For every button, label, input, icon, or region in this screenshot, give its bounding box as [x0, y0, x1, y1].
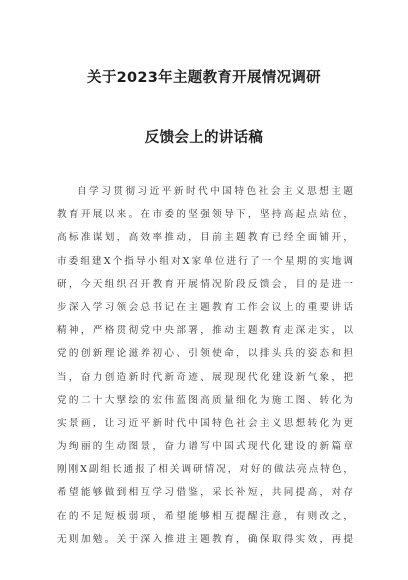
body-line: 教育开展以来。在市委的坚强领导下，坚持高起点站位， [57, 209, 353, 221]
document-title-line-2: 反馈会上的讲话稿 [144, 130, 264, 146]
body-line: 刚刚X副组长通报了相关调研情况，对好的做法亮点特色， [57, 464, 353, 476]
body-line: 党的创新理论滋养初心、引领使命，以排头兵的姿态和担 [57, 348, 353, 360]
body-line: 高标准谋划，高效率推动，目前主题教育已经全面铺开， [57, 232, 353, 244]
body-line: 研，今天组织召开教育开展情况阶段反馈会，目的是进一 [57, 278, 353, 290]
body-line: 市委组建X个指导小组对X家单位进行了一个星期的实地调 [57, 255, 353, 267]
body-line: 当，奋力创造新时代新奇迹、展现现代化建设新气象，把 [57, 371, 353, 383]
body-line: 自学习贯彻习近平新时代中国特色社会主义思想主题 [77, 186, 353, 197]
body-line: 精神，严格贯彻党中央部署，推动主题教育走深走实，以 [57, 325, 353, 337]
body-line: 在的不足短板弱项，希望能够相互提醒注意，有则改之， [57, 510, 353, 522]
body-line: 无则加勉。关于深入推进主题教育，确保取得实效，再提 [57, 533, 353, 545]
document-title-line-1: 关于2023年主题教育开展情况调研 [87, 70, 321, 86]
body-line: 实景画，让习近平新时代中国特色社会主义思想转化为更 [57, 417, 353, 429]
body-line: 希望能够做到相互学习借鉴，采长补短，共同提高，对存 [57, 487, 353, 499]
document-body [57, 180, 353, 551]
body-line: 党的二十大擘绘的宏伟蓝图高质量细化为施工图、转化为 [57, 394, 353, 406]
body-line: 为绚丽的生动图景，奋力谱写中国式现代化建设的新篇章 [57, 441, 353, 453]
body-line: 步深入学习领会总书记在主题教育工作会议上的重要讲话 [57, 301, 353, 313]
